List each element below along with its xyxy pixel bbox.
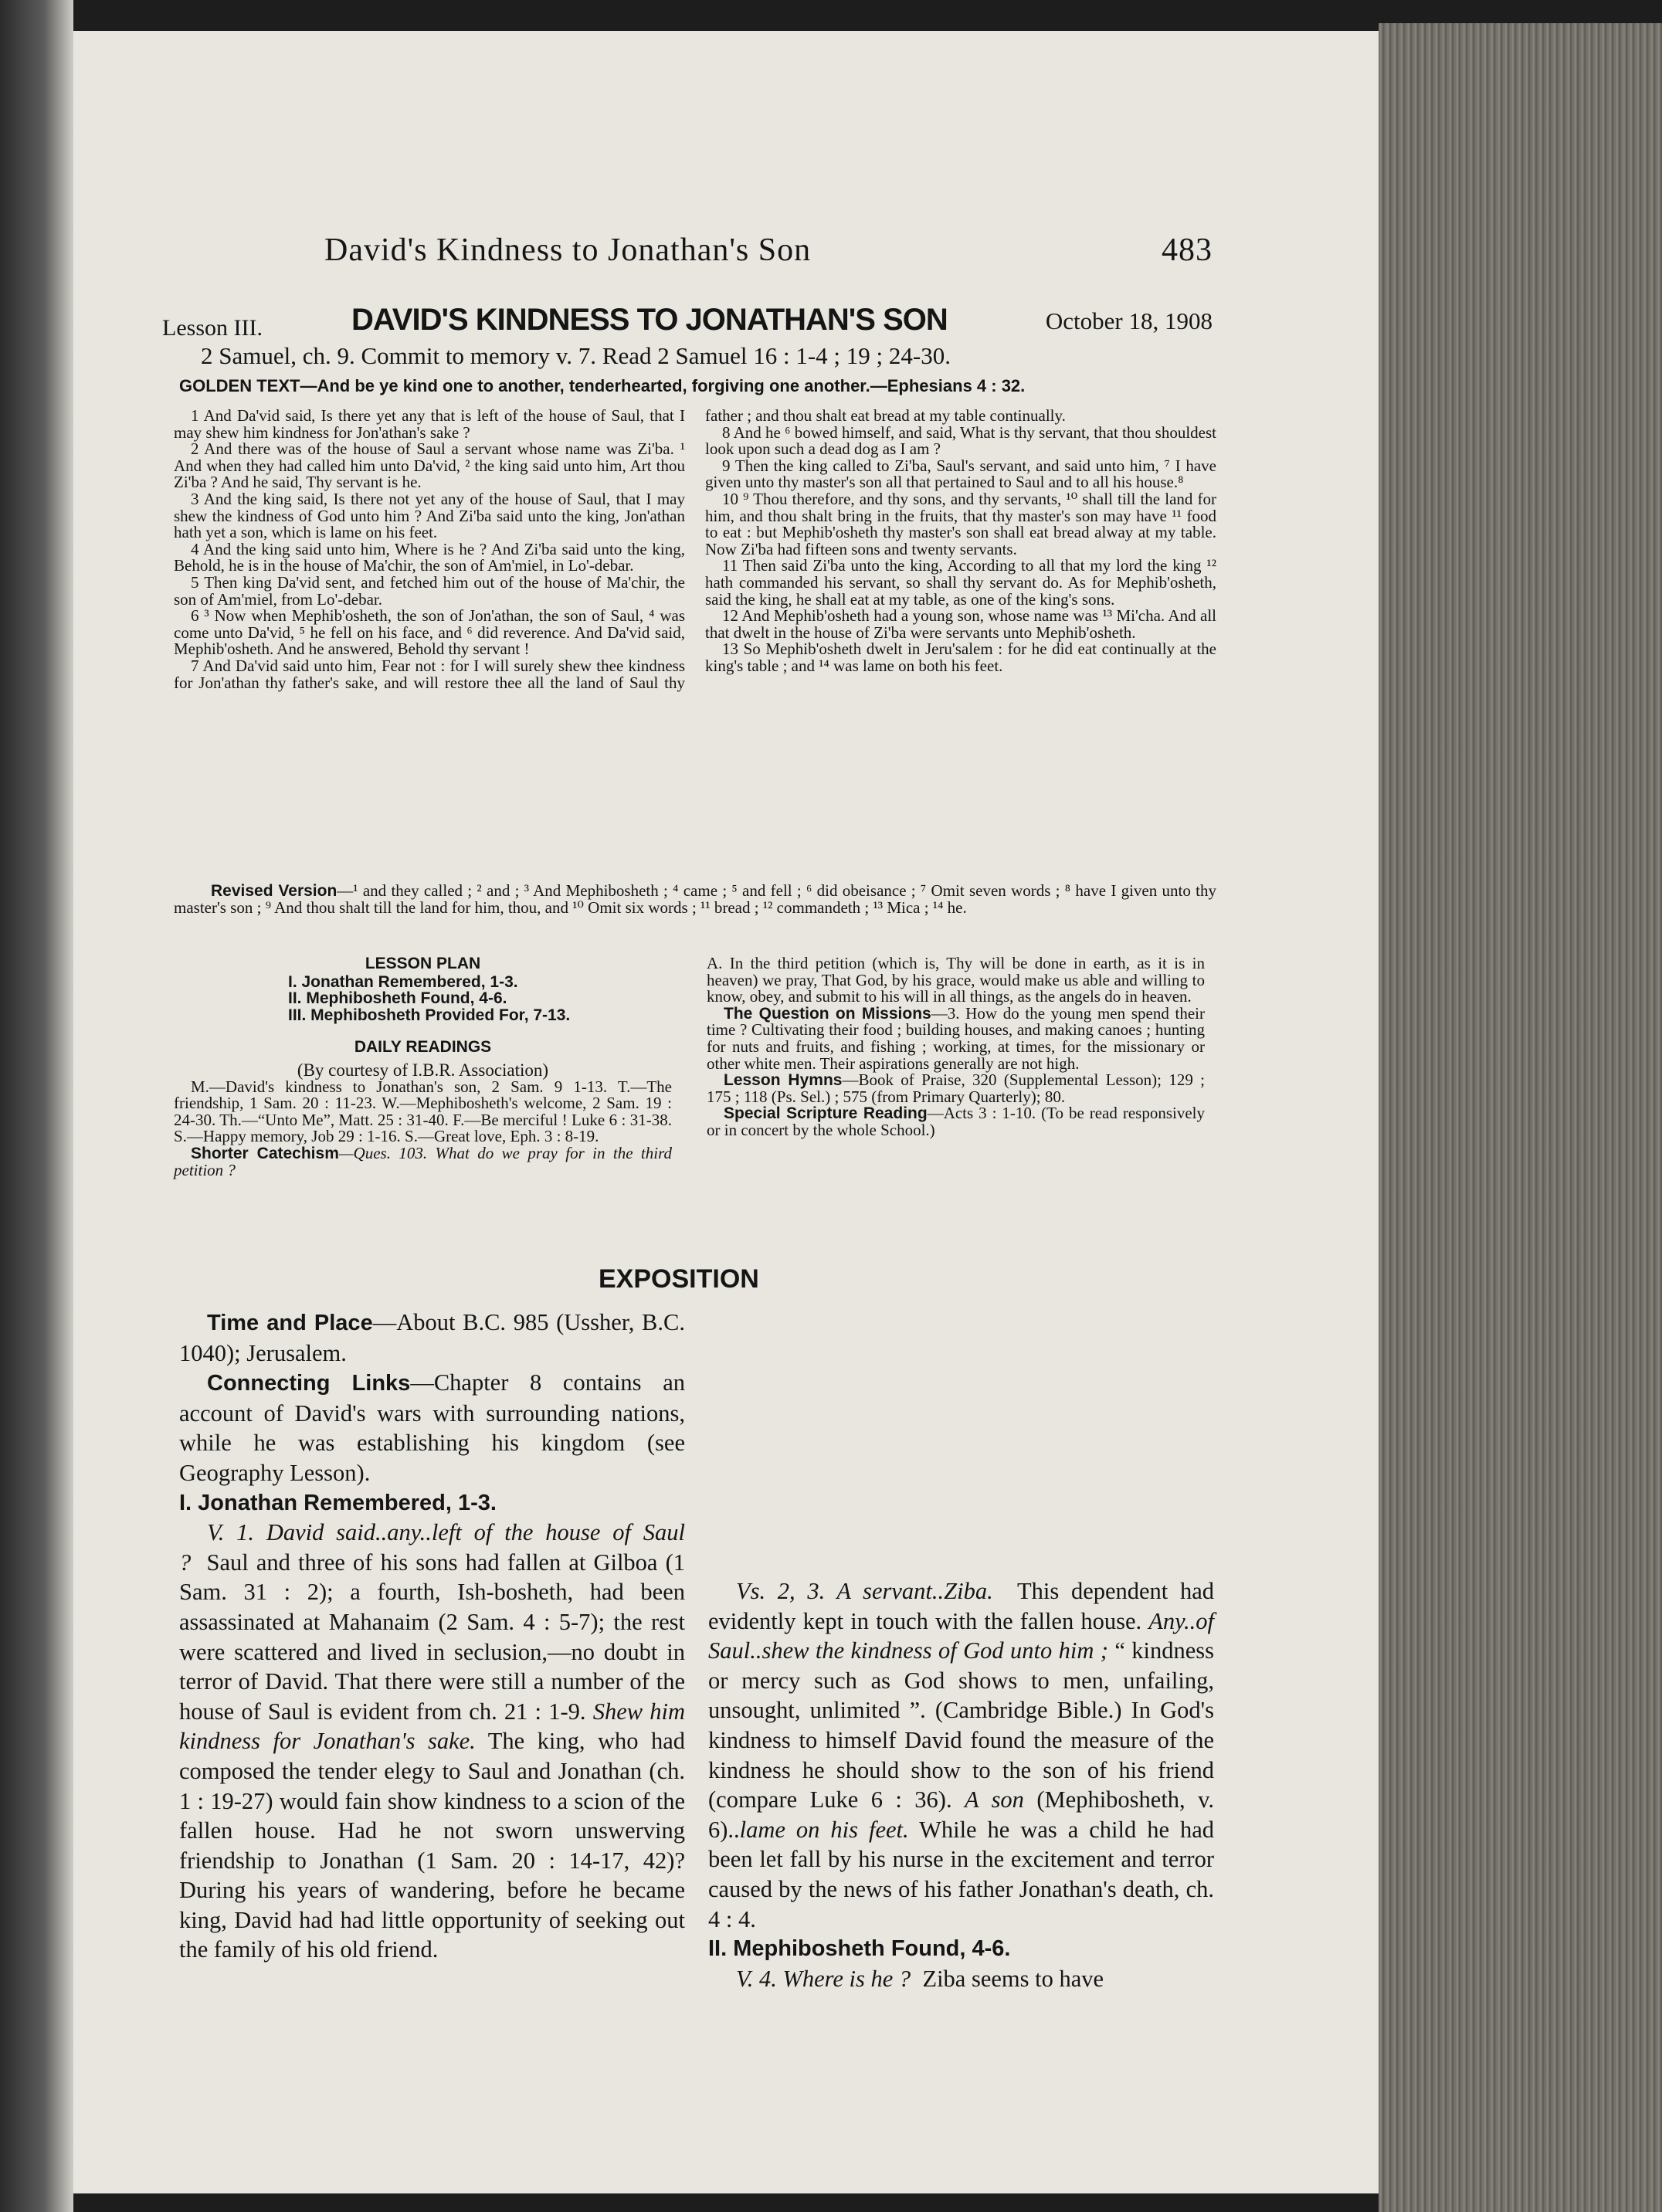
right-notes-column (707, 955, 1205, 1139)
daily-readings-text: M.—David's kindness to Jonathan's son, 2 Sam. 9 1-13. T.—The friendship, 1 Sam. 20 : 11-23. W.—Mephibosheth's welcome, 2 Sam. 19 : 24-30. Th.—“Unto Me”, Matt. 25 : 31-40. F.—Be merciful ! Luke 6 : 31-38. S.—Happy memory, Job 29 : 1-16. S.—Great love, Eph. 3 : 8-19. (174, 1077, 672, 1146)
revised-version-label: Revised Version (211, 882, 337, 900)
lesson-title: DAVID'S KINDNESS TO JONATHAN'S SON (351, 303, 948, 337)
page-edges (1379, 23, 1662, 2212)
page-number: 483 (1162, 232, 1213, 268)
lesson-plan-list (174, 974, 672, 1024)
commentary-text: “ kindness or mercy such as God shows to men, unfailing, unsought, unlimited ”. (Cambridge Bible.) In God's kindness to himself David found the measure of the kindness he should show to the son of his friend (compare Luke 6 : 36). (708, 1637, 1215, 1813)
verse-ref: V. 4. Where is he ? (736, 1965, 911, 1992)
verse: 11 Then said Zi'ba unto the king, According to all that my lord the king ¹² hath commanded his servant, so shall thy servant do. As for Mephib'osheth, said the king, he shall eat at my table, as one of the king's sons. (705, 556, 1216, 609)
hymns-label: Lesson Hymns (724, 1071, 843, 1090)
commentary-text: Saul and three of his sons had fallen at Gilboa (1 Sam. 31 : 2); a fourth, Ish-bosheth, had been assassinated at Mahanaim (2 Sam. 4 : 5-7); the rest were scattered and lived in seclusion,—no doubt in terror of David. That there were still a number of the house of Saul is evident from ch. 21 : 1-9. (179, 1549, 685, 1725)
daily-readings-courtesy: (By courtesy of I.B.R. Association) (297, 1060, 549, 1080)
exposition-left-column (179, 1308, 685, 1965)
missions-text: —3. How do the young men spend their time ? Cultivating their food ; building houses, and making canoes ; hunting for nuts and fruits, and fishing ; working, at times, for the missionary or other white men. Their aspirations generally are not high. (707, 1003, 1205, 1073)
lesson-number: Lesson III. (162, 315, 263, 341)
connecting-links-label: Connecting Links (207, 1371, 411, 1396)
time-place-text: —About B.C. 985 (Ussher, B.C. 1040); Jerusalem. (179, 1309, 685, 1366)
running-head-title: David's Kindness to Jonathan's Son (324, 232, 812, 268)
reference-line: 2 Samuel, ch. 9. Commit to memory v. 7. Read 2 Samuel 16 : 1-4 ; 19 ; 24-30. (201, 342, 951, 369)
verse: 8 And he ⁶ bowed himself, and said, What is thy servant, that thou shouldest look upon such a dead dog as I am ? (705, 422, 1216, 459)
lesson-plan-item: III. Mephibosheth Provided For, 7-13. (288, 1006, 571, 1024)
commentary-text: This dependent had evidently kept in touch with the fallen house. (708, 1578, 1214, 1634)
verse: 2 And there was of the house of Saul a servant whose name was Zi'ba. ¹ And when they had called him unto Da'vid, ² the king said unto him, Art thou Zi'ba ? And he said, Thy servant is he. (174, 439, 685, 492)
connecting-links-text: —Chapter 8 contains an account of David's wars with surrounding nations, while he was establishing his kingdom (see Geography Lesson). (179, 1369, 685, 1486)
special-reading-text: —Acts 3 : 1-10. (To be read responsively or in concert by the whole School.) (707, 1104, 1205, 1139)
lesson-plan-item: II. Mephibosheth Found, 4-6. (288, 989, 507, 1008)
verse: 10 ⁹ Thou therefore, and thy sons, and thy servants, ¹⁰ shall till the land for him, and thou shalt bring in the fruits, that thy master's son may have ¹¹ food to eat : but Mephib'osheth thy master's son shall eat bread alway at my table. Now Zi'ba had fifteen sons and twenty servants. (705, 489, 1216, 558)
scripture-passage (174, 408, 1216, 691)
section-heading: II. Mephibosheth Found, 4-6. (708, 1936, 1011, 1962)
verse: 5 Then king Da'vid sent, and fetched him out of the house of Ma'chir, the son of Am'miel, from Lo'-debar. (174, 572, 685, 609)
catechism-question: —Ques. 103. What do we pray for in the third petition ? (174, 1143, 672, 1179)
lesson-date: October 18, 1908 (1045, 307, 1213, 334)
revised-version-text: —¹ and they called ; ² and ; ³ And Mephibosheth ; ⁴ came ; ⁵ and fell ; ⁶ did obeisance ; ⁷ Omit seven words ; ⁸ have I given unto thy master's son ; ⁹ And thou shalt till the land for him, thou, and ¹⁰ Omit six words ; ¹¹ bread ; ¹² commandeth ; ¹³ Mica ; ¹⁴ he. (174, 881, 1216, 917)
commentary-text: The king, who had composed the tender elegy to Saul and Jonathan (ch. 1 : 19-27) would fain show kindness to a scion of the fallen house. Had he not sworn unswerving friendship to Jonathan (1 Sam. 20 : 14-17, 42)? During his years of wandering, before he became king, David had had little opportunity of seeking out the family of his old friend. (179, 1728, 685, 1963)
verse-ref: Vs. 2, 3. A servant..Ziba. (736, 1578, 993, 1604)
verse: 6 ³ Now when Mephib'osheth, the son of Jon'athan, the son of Saul, ⁴ was come unto Da'vid, ⁵ he fell on his face, and ⁶ did reverence. And Da'vid said, Mephib'osheth. And he answered, Behold thy servant ! (174, 606, 685, 659)
verse-ref: Any..of Saul..shew the kindness of God unto him ; (708, 1607, 1214, 1664)
book-gutter (0, 0, 73, 2212)
running-head (324, 232, 1213, 269)
exposition-heading: EXPOSITION (599, 1264, 759, 1294)
verse: 13 So Mephib'osheth dwelt in Jeru'salem : for he did eat continually at the king's table ; and ¹⁴ was lame on both his feet. (705, 640, 1216, 675)
special-reading-label: Special Scripture Reading (724, 1104, 928, 1123)
golden-text: GOLDEN TEXT—And be ye kind one to another, tenderhearted, forgiving one another.—Ephesians 4 : 32. (179, 376, 1026, 395)
time-place-label: Time and Place (207, 1311, 373, 1335)
lesson-plan-item: I. Jonathan Remembered, 1-3. (288, 972, 518, 991)
verse: 12 And Mephib'osheth had a young son, whose name was ¹³ Mi'cha. And all that dwelt in the house of Zi'ba were servants unto Mephib'osheth. (705, 606, 1216, 642)
verse-ref: lame on his feet. (739, 1816, 909, 1843)
commentary-text: Ziba seems to have (922, 1965, 1104, 1992)
verse-ref: A son (965, 1786, 1024, 1813)
verse: 7 And Da'vid said unto him, Fear not : for I will surely shew thee kindness for Jon'athan thy father's sake, and will restore thee all the land of Saul thy father ; and thou shalt eat bread at my table continually. (174, 406, 1066, 692)
revised-version (174, 883, 1216, 916)
verse: 3 And the king said, Is there not yet any of the house of Saul, that I may shew the kindness of God unto him ? And Zi'ba said unto the king, Jon'athan hath yet a son, which is lame on his feet. (174, 489, 685, 542)
left-notes-column (174, 955, 672, 1179)
exposition-right-column (708, 1576, 1214, 1993)
catechism-answer: A. In the third petition (which is, Thy will be done in earth, as it is in heaven) we pray, That God, by his grace, would make us able and willing to know, obey, and submit to his will in all things, as the angels do in heaven. (707, 954, 1205, 1006)
missions-label: The Question on Missions (724, 1004, 931, 1023)
verse: 1 And Da'vid said, Is there yet any that is left of the house of Saul, that I may shew him kindness for Jon'athan's sake ? (174, 406, 685, 442)
catechism-label: Shorter Catechism (191, 1144, 339, 1162)
commentary-text: (Mephibosheth, v. 6).. (708, 1786, 1215, 1843)
verse-ref: Shew him kindness for Jonathan's sake. (179, 1698, 686, 1755)
hymns-text: —Book of Praise, 320 (Supplemental Lesson); 129 ; 175 ; 118 (Ps. Sel.) ; 575 (from Primary Quarterly); 80. (707, 1070, 1205, 1106)
section-heading: I. Jonathan Remembered, 1-3. (179, 1490, 497, 1515)
lesson-plan-heading: LESSON PLAN (365, 955, 481, 972)
verse: 4 And the king said unto him, Where is he ? And Zi'ba said unto the king, Behold, he is in the house of Ma'chir, the son of Am'miel, in Lo'-debar. (174, 539, 685, 575)
verse: 9 Then the king called to Zi'ba, Saul's servant, and said unto him, ⁷ I have given unto thy master's son all that pertained to Saul and to all his house.⁸ (705, 456, 1216, 492)
daily-readings-heading: DAILY READINGS (354, 1038, 492, 1057)
commentary-text: While he was a child he had been let fall by his nurse in the excitement and terror caused by the news of his father Jonathan's death, ch. 4 : 4. (708, 1816, 1215, 1932)
verse-ref: V. 1. David said..any..left of the house of Saul ? (179, 1519, 685, 1576)
